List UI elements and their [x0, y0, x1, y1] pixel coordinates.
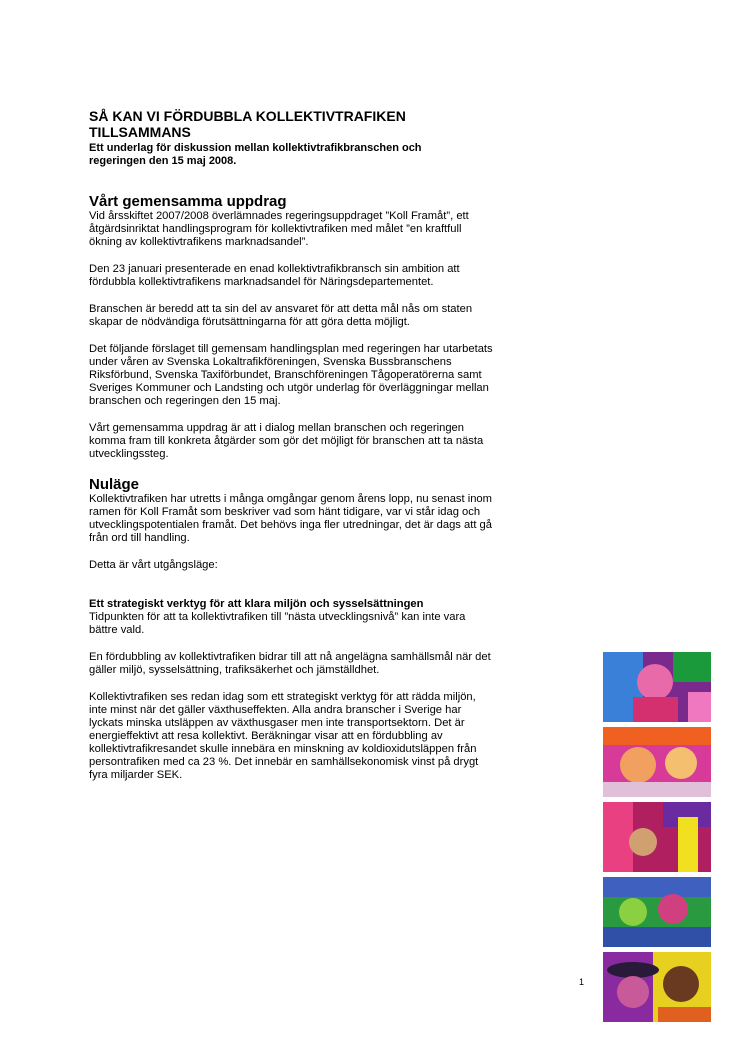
paragraph: Kollektivtrafiken ses redan idag som ett strategiskt verktyg för att rädda miljön, inte minst när det gäller växthuseffekten. Alla andra branscher i Sverige har lyckats minska utsläppen av växthusgaser men inte transportsektorn. Det är energieffektivt att resa kollektivt. Beräkningar visar att en fördubbling av kollektivtrafikresandet skulle innebära en minskning av koldioxidutsläppen från persontrafiken med ca 23 %. Det innebär en samhällsekonomisk vinst på drygt fyra miljarder SEK.	[89, 691, 479, 781]
section-heading: Vårt gemensamma uppdrag	[89, 193, 287, 210]
paragraph: En fördubbling av kollektivtrafiken bidrar till att nå angelägna samhällsmål när det gäller miljö, sysselsättning, trafiksäkerhet och jämställdhet.	[89, 651, 491, 676]
photo-crowd-green	[603, 877, 711, 947]
section-nulage	[89, 477, 589, 782]
paragraph: Detta är vårt utgångsläge:	[89, 559, 218, 571]
paragraph: Vårt gemensamma uppdrag är att i dialog mellan branschen och regeringen komma fram till konkreta åtgärder som gör det möjligt för branschen att ta nästa utvecklingssteg.	[89, 422, 484, 460]
photo-man-hat	[603, 952, 711, 1022]
title-line: TILLSAMMANS	[89, 124, 191, 140]
page-title	[89, 108, 589, 140]
page-number: 1	[579, 977, 585, 987]
photo-women-laughing	[603, 727, 711, 797]
subtitle-line: regeringen den 15 maj 2008.	[89, 155, 237, 167]
section-heading: Nuläge	[89, 476, 140, 493]
paragraph: Kollektivtrafiken har utretts i många omgångar genom årens lopp, nu senast inom ramen för Koll Framåt som beskriver vad som hänt tidigare, var vi står idag och utvecklingspotentialen framåt. Det behövs inga fler utredningar, det är dags att gå från ord till handling.	[89, 493, 492, 544]
document-body	[89, 108, 589, 782]
photo-child-pink	[603, 652, 711, 722]
section-gemensamma-uppdrag	[89, 194, 589, 461]
paragraph: Den 23 januari presenterade en enad kollektivtrafikbransch sin ambition att fördubbla kollektivtrafikens marknadsandel för Näringsdepartementet.	[89, 263, 460, 288]
subtitle-line: Ett underlag för diskussion mellan kollektivtrafikbranschen och	[89, 142, 422, 154]
sub-heading: Ett strategiskt verktyg för att klara miljön och sysselsättningen	[89, 598, 424, 610]
paragraph: Vid årsskiftet 2007/2008 överlämnades regeringsuppdraget ”Koll Framåt”, ett åtgärdsinriktat handlingsprogram för kollektivtrafiken med målet ”en kraftfull ökning av kollektivtrafikens marknadsandel”.	[89, 210, 469, 248]
paragraph-with-subheading: Ett strategiskt verktyg för att klara miljön och sysselsättningen Tidpunkten för att ta kollektivtrafiken till ”nästa utvecklingsnivå” kan inte vara bättre vald.	[89, 598, 466, 636]
paragraph: Det följande förslaget till gemensam handlingsplan med regeringen har utarbetats under våren av Svenska Lokaltrafikföreningen, Svenska Bussbranschens Riksförbund, Svenska Taxiförbundet, Branschföreningen Tågoperatörerna samt Sveriges Kommuner och Landsting och utgör underlag för överläggningar mellan branschen och regeringen den 15 maj.	[89, 343, 493, 407]
page-subtitle	[89, 142, 589, 168]
title-line: SÅ KAN VI FÖRDUBBLA KOLLEKTIVTRAFIKEN	[89, 108, 406, 124]
photo-people-red	[603, 802, 711, 872]
paragraph: Branschen är beredd att ta sin del av ansvaret för att detta mål nås om staten skapar de nödvändiga förutsättningarna för att göra detta möjligt.	[89, 303, 473, 328]
photo-strip	[603, 652, 711, 1027]
